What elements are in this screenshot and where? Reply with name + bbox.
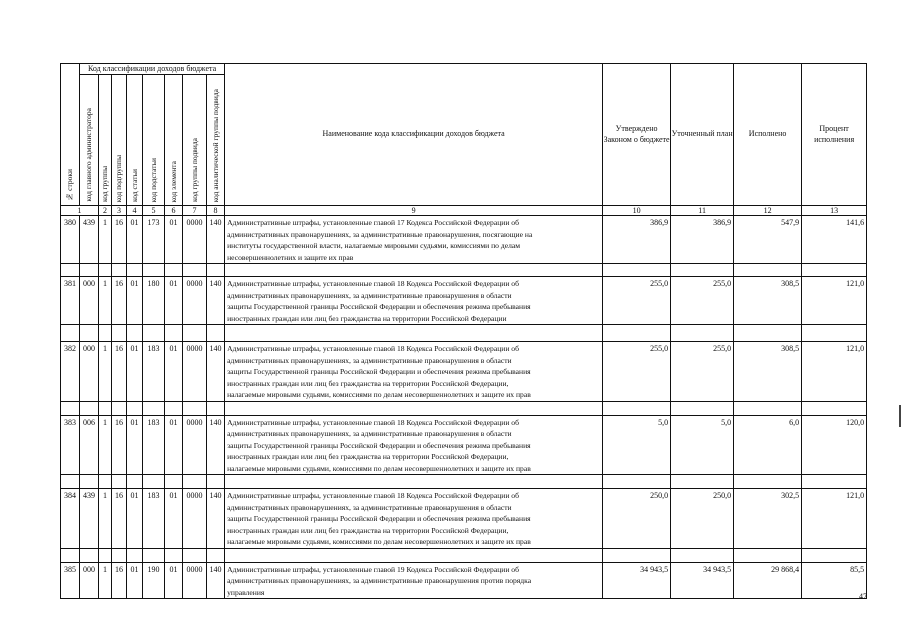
- approved-value: 386,9: [603, 216, 671, 264]
- spacer-cell: [99, 401, 112, 415]
- classification-code: 16: [112, 216, 127, 264]
- spacer-cell: [112, 475, 127, 489]
- specified-value: 386,9: [671, 216, 734, 264]
- classification-code: 0000: [183, 277, 207, 325]
- spacer-cell: [143, 475, 165, 489]
- name-line: управления: [227, 587, 265, 597]
- name-line: Административные штрафы, установленные главой 18 Кодекса Российской Федерации об: [227, 344, 519, 353]
- executed-value: 308,5: [734, 342, 802, 402]
- spacer-cell: [671, 548, 734, 562]
- column-number: 8: [207, 206, 225, 216]
- specified-value: 255,0: [671, 277, 734, 325]
- classification-code: 01: [165, 216, 183, 264]
- classification-code: 190: [143, 562, 165, 599]
- spacer-cell: [61, 264, 80, 277]
- spacer-cell: [143, 325, 165, 342]
- approved-value: 255,0: [603, 342, 671, 402]
- classification-code: 16: [112, 342, 127, 402]
- name-line: защиты Государственной границы Российской Федерации и обеспечения режима пребывания: [227, 302, 531, 311]
- column-number: 10: [603, 206, 671, 216]
- spacer-cell: [734, 401, 802, 415]
- spacer-cell: [734, 475, 802, 489]
- classification-code: 0000: [183, 216, 207, 264]
- spacer-cell: [61, 401, 80, 415]
- name-line: административных правонарушениях, за административные правонарушения против порядка: [227, 576, 532, 585]
- row-spacer: [61, 325, 867, 342]
- header-code-element: код элемента: [165, 75, 183, 206]
- column-number: 13: [802, 206, 867, 216]
- name-line: защиты Государственной границы Российской Федерации и обеспечения режима пребывания: [227, 514, 531, 523]
- classification-code: 173: [143, 216, 165, 264]
- table-row: [61, 277, 867, 325]
- spacer-cell: [143, 264, 165, 277]
- name-line: защиты Государственной границы Российской Федерации и обеспечения режима пребывания: [227, 440, 531, 450]
- spacer-cell: [207, 264, 225, 277]
- revenue-code-name: [225, 342, 603, 402]
- percent-value: 85,5: [802, 562, 867, 599]
- header-code-group: Код классификации доходов бюджета: [80, 64, 225, 75]
- spacer-cell: [165, 325, 183, 342]
- spacer-cell: [225, 548, 603, 562]
- spacer-cell: [802, 401, 867, 415]
- spacer-cell: [671, 475, 734, 489]
- header-approved: Утверждено Законом о бюджете: [603, 64, 671, 206]
- spacer-cell: [99, 548, 112, 562]
- spacer-cell: [61, 475, 80, 489]
- classification-code: 140: [207, 277, 225, 325]
- column-number: 11: [671, 206, 734, 216]
- approved-value: 250,0: [603, 489, 671, 549]
- column-number: 5: [143, 206, 165, 216]
- spacer-cell: [80, 475, 99, 489]
- spacer-cell: [671, 264, 734, 277]
- spacer-cell: [99, 264, 112, 277]
- classification-code: 006: [80, 415, 99, 475]
- table-row: [61, 489, 867, 549]
- classification-code: 1: [99, 489, 112, 549]
- row-number: 383: [61, 415, 80, 475]
- row-number: 384: [61, 489, 80, 549]
- table-row: [61, 216, 867, 264]
- classification-code: 01: [127, 342, 143, 402]
- classification-code: 183: [143, 342, 165, 402]
- classification-code: 140: [207, 216, 225, 264]
- spacer-cell: [127, 475, 143, 489]
- row-number: 380: [61, 216, 80, 264]
- spacer-cell: [112, 548, 127, 562]
- executed-value: 308,5: [734, 277, 802, 325]
- percent-value: 121,0: [802, 277, 867, 325]
- spacer-cell: [61, 325, 80, 342]
- header-percent: Процент исполнения: [802, 64, 867, 206]
- header-code-subgroup: код подгруппы: [112, 75, 127, 206]
- classification-code: 16: [112, 562, 127, 599]
- spacer-cell: [802, 548, 867, 562]
- table-row: [61, 342, 867, 402]
- approved-value: 5,0: [603, 415, 671, 475]
- classification-code: 01: [165, 277, 183, 325]
- header-code-article: код статьи: [127, 75, 143, 206]
- classification-code: 439: [80, 489, 99, 549]
- spacer-cell: [225, 264, 603, 277]
- classification-code: 16: [112, 415, 127, 475]
- approved-value: 34 943,5: [603, 562, 671, 599]
- classification-code: 1: [99, 277, 112, 325]
- spacer-cell: [734, 264, 802, 277]
- row-number: 385: [61, 562, 80, 599]
- name-line: административных правонарушениях, за административные правонарушения, посягающие на: [227, 229, 533, 239]
- spacer-cell: [734, 325, 802, 342]
- header-row-number-label: № строки: [65, 169, 75, 202]
- name-line: налагаемые мировыми судьями, комиссиями по делам несовершеннолетних и защите их прав: [227, 537, 531, 546]
- classification-code: 000: [80, 277, 99, 325]
- classification-code: 140: [207, 342, 225, 402]
- column-number-row: [61, 206, 867, 216]
- classification-code: 140: [207, 489, 225, 549]
- spacer-cell: [143, 548, 165, 562]
- spacer-cell: [183, 475, 207, 489]
- spacer-cell: [112, 325, 127, 342]
- classification-code: 01: [165, 562, 183, 599]
- classification-code: 1: [99, 342, 112, 402]
- header-code-admin: код главного администратора: [80, 75, 99, 206]
- spacer-cell: [183, 401, 207, 415]
- classification-code: 01: [127, 216, 143, 264]
- classification-code: 1: [99, 562, 112, 599]
- revenue-code-name: [225, 415, 603, 475]
- table-row: [61, 415, 867, 475]
- spacer-cell: [127, 548, 143, 562]
- name-line: несовершеннолетних и защите их прав: [227, 252, 354, 262]
- name-line: налагаемые мировыми судьями, комиссиями по делам несовершеннолетних и защите их прав: [227, 390, 531, 399]
- spacer-cell: [165, 548, 183, 562]
- header-code-group-col: код группы: [99, 75, 112, 206]
- specified-value: 34 943,5: [671, 562, 734, 599]
- name-line: Административные штрафы, установленные главой 18 Кодекса Российской Федерации об: [227, 417, 519, 427]
- classification-code: 01: [165, 342, 183, 402]
- spacer-cell: [207, 325, 225, 342]
- spacer-cell: [127, 401, 143, 415]
- classification-code: 180: [143, 277, 165, 325]
- classification-code: 1: [99, 415, 112, 475]
- spacer-cell: [127, 264, 143, 277]
- classification-code: 000: [80, 562, 99, 599]
- name-line: административных правонарушениях, за административные правонарушения в области: [227, 502, 512, 512]
- spacer-cell: [207, 548, 225, 562]
- column-number: 12: [734, 206, 802, 216]
- classification-code: 140: [207, 562, 225, 599]
- header-name: Наименование кода классификации доходов бюджета: [225, 64, 603, 206]
- name-line: административных правонарушениях, за административные правонарушения в области: [227, 290, 512, 300]
- spacer-cell: [603, 264, 671, 277]
- spacer-cell: [802, 475, 867, 489]
- spacer-cell: [165, 401, 183, 415]
- name-line: Административные штрафы, установленные главой 19 Кодекса Российской Федерации об: [227, 564, 519, 574]
- percent-value: 141,6: [802, 216, 867, 264]
- approved-value: 255,0: [603, 277, 671, 325]
- row-spacer: [61, 475, 867, 489]
- row-number: 382: [61, 342, 80, 402]
- column-number: 2: [99, 206, 112, 216]
- classification-code: 0000: [183, 342, 207, 402]
- classification-code: 01: [127, 489, 143, 549]
- spacer-cell: [112, 401, 127, 415]
- classification-code: 01: [127, 562, 143, 599]
- row-spacer: [61, 401, 867, 415]
- row-spacer: [61, 548, 867, 562]
- spacer-cell: [80, 264, 99, 277]
- executed-value: 6,0: [734, 415, 802, 475]
- spacer-cell: [671, 325, 734, 342]
- specified-value: 255,0: [671, 342, 734, 402]
- spacer-cell: [165, 475, 183, 489]
- spacer-cell: [207, 401, 225, 415]
- revenue-code-name: [225, 489, 603, 549]
- spacer-cell: [80, 548, 99, 562]
- specified-value: 250,0: [671, 489, 734, 549]
- name-line: иностранных граждан или лиц без гражданства на территории Российской Федерации,: [227, 452, 509, 461]
- spacer-cell: [802, 264, 867, 277]
- spacer-cell: [603, 475, 671, 489]
- classification-code: 183: [143, 415, 165, 475]
- revenue-code-name: [225, 277, 603, 325]
- revenue-code-name: [225, 216, 603, 264]
- row-number: 381: [61, 277, 80, 325]
- specified-value: 5,0: [671, 415, 734, 475]
- classification-code: 01: [127, 277, 143, 325]
- name-line: административных правонарушениях, за административные правонарушения в области: [227, 355, 512, 365]
- spacer-cell: [802, 325, 867, 342]
- spacer-cell: [61, 548, 80, 562]
- spacer-cell: [183, 548, 207, 562]
- column-number: 3: [112, 206, 127, 216]
- name-line: Административные штрафы, установленные главой 18 Кодекса Российской Федерации об: [227, 491, 519, 500]
- spacer-cell: [183, 264, 207, 277]
- spacer-cell: [99, 475, 112, 489]
- percent-value: 121,0: [802, 342, 867, 402]
- name-line: защиты Государственной границы Российской Федерации и обеспечения режима пребывания: [227, 367, 531, 376]
- name-line: иностранных граждан или лиц без гражданства на территории Российской Федерации,: [227, 525, 509, 535]
- name-line: иностранных граждан или лиц без гражданства на территории Российской Федерации: [227, 313, 507, 323]
- classification-code: 01: [127, 415, 143, 475]
- spacer-cell: [603, 325, 671, 342]
- column-number: 6: [165, 206, 183, 216]
- name-line: административных правонарушениях, за административные правонарушения в области: [227, 429, 512, 438]
- column-number: 4: [127, 206, 143, 216]
- revenue-code-name: [225, 562, 603, 599]
- spacer-cell: [127, 325, 143, 342]
- classification-code: 01: [165, 415, 183, 475]
- table-row: [61, 562, 867, 599]
- classification-code: 000: [80, 342, 99, 402]
- spacer-cell: [207, 475, 225, 489]
- executed-value: 29 868,4: [734, 562, 802, 599]
- classification-code: 0000: [183, 562, 207, 599]
- table-body: [61, 216, 867, 599]
- classification-code: 140: [207, 415, 225, 475]
- header-code-subtype-group: код группы подвида: [183, 75, 207, 206]
- name-line: институты государственной власти, налагаемые мировыми судьями, комиссиями по делам: [227, 241, 521, 250]
- spacer-cell: [80, 401, 99, 415]
- budget-revenue-table: [60, 63, 867, 599]
- header-code-analytic-group: код аналитической группы подвида: [207, 75, 225, 206]
- classification-code: 0000: [183, 415, 207, 475]
- header-specified: Уточненный план: [671, 64, 734, 206]
- classification-code: 183: [143, 489, 165, 549]
- spacer-cell: [112, 264, 127, 277]
- classification-code: 16: [112, 277, 127, 325]
- classification-code: 16: [112, 489, 127, 549]
- header-code-subarticle: код подстатьи: [143, 75, 165, 206]
- name-line: иностранных граждан или лиц без гражданства на территории Российской Федерации,: [227, 378, 509, 388]
- classification-code: 439: [80, 216, 99, 264]
- spacer-cell: [225, 475, 603, 489]
- spacer-cell: [165, 264, 183, 277]
- row-spacer: [61, 264, 867, 277]
- spacer-cell: [603, 401, 671, 415]
- percent-value: 120,0: [802, 415, 867, 475]
- executed-value: 302,5: [734, 489, 802, 549]
- executed-value: 547,9: [734, 216, 802, 264]
- spacer-cell: [143, 401, 165, 415]
- spacer-cell: [183, 325, 207, 342]
- name-line: Административные штрафы, установленные главой 17 Кодекса Российской Федерации об: [227, 218, 519, 227]
- classification-code: 1: [99, 216, 112, 264]
- classification-code: 0000: [183, 489, 207, 549]
- percent-value: 121,0: [802, 489, 867, 549]
- spacer-cell: [734, 548, 802, 562]
- spacer-cell: [671, 401, 734, 415]
- spacer-cell: [99, 325, 112, 342]
- column-number: 9: [225, 206, 603, 216]
- spacer-cell: [225, 325, 603, 342]
- column-number: 7: [183, 206, 207, 216]
- name-line: налагаемые мировыми судьями, комиссиями по делам несовершеннолетних и защите их прав: [227, 463, 531, 473]
- spacer-cell: [225, 401, 603, 415]
- spacer-cell: [603, 548, 671, 562]
- classification-code: 01: [165, 489, 183, 549]
- name-line: Административные штрафы, установленные главой 18 Кодекса Российской Федерации об: [227, 279, 519, 288]
- page-number: 47: [859, 592, 867, 601]
- margin-mark: [899, 405, 901, 427]
- column-number: 1: [61, 206, 99, 216]
- header-executed: Исполнено: [734, 64, 802, 206]
- header-row-number: [61, 64, 80, 206]
- spacer-cell: [80, 325, 99, 342]
